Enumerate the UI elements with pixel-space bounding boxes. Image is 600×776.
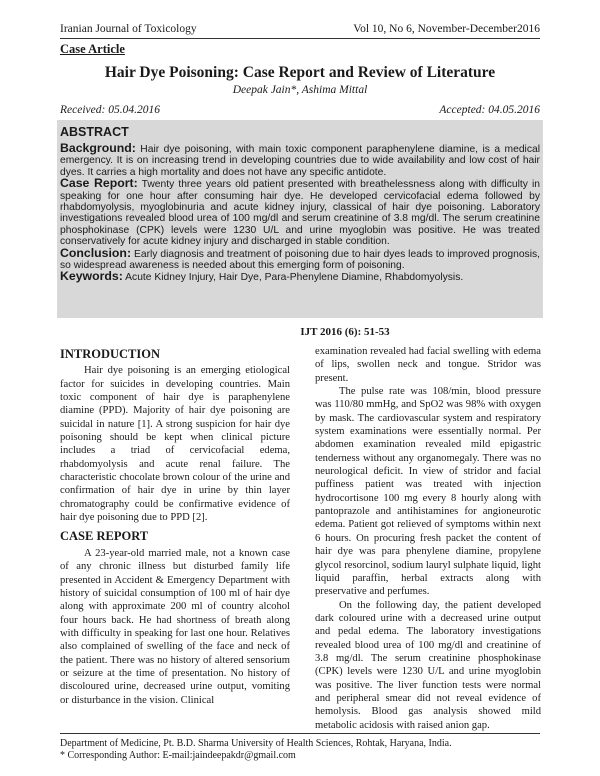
correspondence: * Corresponding Author: E-mail:jaindeepakdr@gmail.com — [60, 750, 296, 761]
case-report-label: Case Report: — [60, 176, 138, 191]
conclusion-text: Early diagnosis and treatment of poisoning due to hair dyes leads to improved prognosis, so widespread awareness is needed about this emerging form of poisoning. — [60, 248, 540, 272]
article-title: Hair Dye Poisoning: Case Report and Review of Literature — [104, 64, 496, 81]
following-day-paragraph: On the following day, the patient developed dark coloured urine with a decreased urine output and pedal edema. The laboratory investigations revealed blood urea of 100 mg/dl and creatinine of 3.8 mg/dl. The serum creatinine phosphokinase (CPK) levels were 1230 U/L and urine myoglobin was positive. The liver function tests were normal and peripheral smear did not reveal evidence of hemolysis. Blood gas analysis showed mild metabolic acidosis with raised anion gap. — [315, 599, 541, 731]
examination-paragraph: examination revealed had facial swelling with edema of lips, swollen neck and tongue. Stridor was present. — [315, 346, 541, 384]
header-rule — [60, 38, 540, 39]
abstract-box — [57, 120, 543, 318]
case-report-heading: CASE REPORT — [60, 529, 149, 544]
footer — [60, 738, 452, 762]
left-column — [60, 345, 290, 707]
keywords-text: Acute Kidney Injury, Hair Dye, Para-Phenylene Diamine, Rhabdomyolysis. — [125, 272, 464, 284]
abstract-heading: ABSTRACT — [60, 125, 129, 139]
article-type: Case Article — [60, 42, 125, 56]
authors: Deepak Jain*, Ashima Mittal — [232, 84, 368, 96]
introduction-paragraph: Hair dye poisoning is an emerging etiological factor for suicides in developing countries. Main toxic component of hair dye is paraphenylene diamine (PPD). Majority of hair dye poisoning are suicidal in nature [1]. A strong suspicion for hair dye poisoning should be kept when clinical picture includes a triad of cervicofacial edema, rhabdomyolysis and acute renal failure. The characteristic chocolate brown colour of the urine and confirmation of hair dye in urine by thin layer chromatography could be confirmative evidence of hair dye poisoning due to PPD [2]. — [60, 365, 290, 524]
abstract-background — [60, 143, 540, 178]
issue-info: Vol 10, No 6, November-December2016 — [353, 23, 540, 35]
right-column — [315, 345, 541, 732]
received-date: Received: 05.04.2016 — [60, 104, 160, 116]
keywords-label: Keywords: — [60, 269, 123, 284]
vitals-paragraph: The pulse rate was 108/min, blood pressure was 110/80 mmHg, and SpO2 was 98% with oxygen by mask. The cardiovascular system and respiratory system examinations were essentially normal. Per abdomen examination revealed mild epigastric tenderness without any organomegaly. There was no neurological deficit. In view of stridor and facial puffiness patient was treated with injection hydrocortisone 100 mg every 8 hourly along with pantoprazole and antihistamines for angioneurotic edema. Patient got relieved of symptoms within next 6 hours. On procuring fresh packet the content of hair dye was para phenylene diamine, propylene glycol resorcinol, sodium lauryl sulphate liquid, light liquid paraffin, herbal extracts along with preservative and perfumes. — [315, 386, 541, 598]
accepted-date: Accepted: 04.05.2016 — [439, 104, 540, 116]
introduction-heading: INTRODUCTION — [60, 347, 161, 361]
case-report-text: Twenty three years old patient presented with breathelessness along with difficulty in speaking for one hour after consuming hair dye. He developed cervicofacial edema followed by rhabdomyolysis, myoglobinuria and acute kidney injury, classical of hair dye poisoning. Laboratory investigations revealed blood urea of 100 mg/dl and serum creatinine of 3.8 mg/dl. The serum creatinine phosphokinase (CPK) levels were 1230 U/L and urine myoglobin was positive. He was treated conservatively for acute kidney injury and discharged in stable condition. — [60, 179, 540, 248]
conclusion-label: Conclusion: — [60, 245, 132, 260]
case-report-paragraph: A 23-year-old married male, not a known case of any chronic illness but disturbed family life presented in Accident & Emergency Department with history of suicidal consumption of 100 ml of hair dye along with approximate 200 ml of country alcohol four hours back. He had shortness of breath along with difficulty in speaking for last one hour. Relatives also complained of swelling of the face and neck of the patient. There was no history of altered sensorium or seizure at the time of presentation. No history of discoloured urine, decreased urine output, vomiting or disturbance in the vision. Clinical — [60, 547, 290, 706]
abstract-case-report — [60, 178, 540, 247]
abstract-conclusion — [60, 245, 540, 272]
affiliation: Department of Medicine, Pt. B.D. Sharma University of Health Sciences, Rohtak, Haryana, India. — [60, 738, 452, 749]
journal-name: Iranian Journal of Toxicology — [60, 23, 197, 35]
background-text: Hair dye poisoning, with main toxic component paraphenylene diamine, is a medical emergency. It is on increasing trend in developing countries due to wide availability and low cost of hair dyes. It carries a high mortality and does not have any specific antidote. — [60, 144, 540, 178]
background-label: Background: — [60, 141, 136, 155]
abstract-keywords — [60, 271, 540, 283]
citation: IJT 2016 (6): 51-53 — [300, 326, 390, 338]
footer-rule — [60, 733, 540, 734]
